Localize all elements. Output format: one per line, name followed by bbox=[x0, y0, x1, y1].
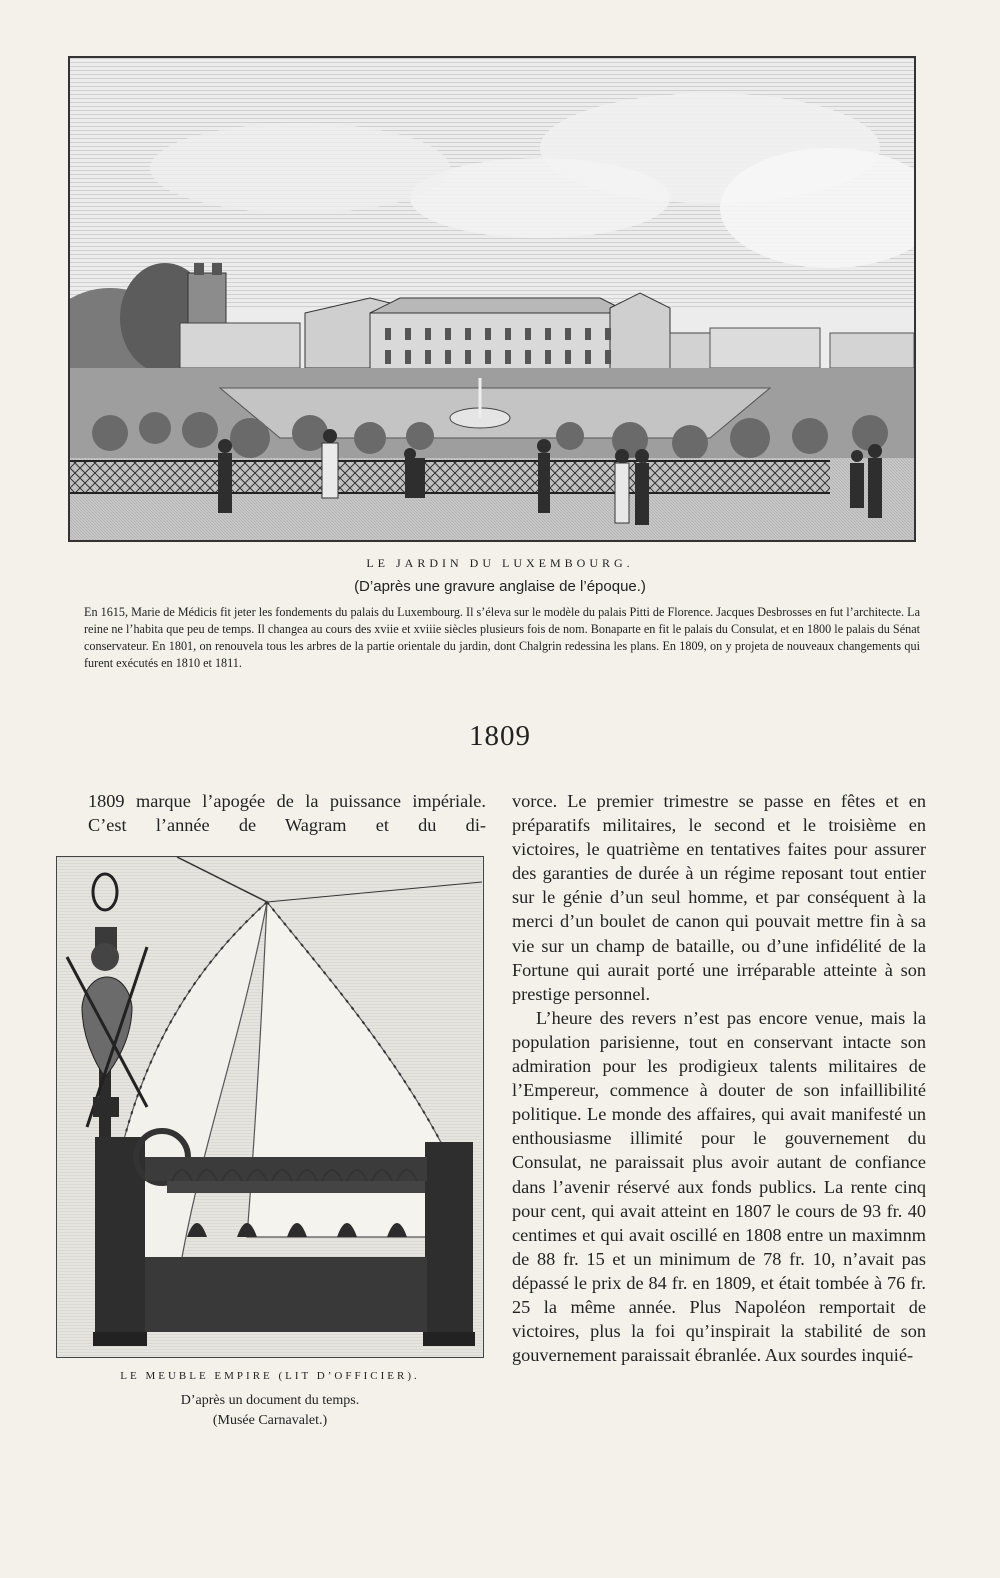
bed-figure-museum: (Musée Carnavalet.) bbox=[212, 1413, 328, 1428]
luxembourg-garden-engraving bbox=[68, 56, 916, 542]
left-column-text: 1809 marque l’apogée de la puissance impériale. C’est l’année de Wagram et du di- bbox=[88, 791, 486, 835]
right-column-text bbox=[512, 789, 926, 1367]
bed-figure-title: LE MEUBLE EMPIRE (LIT D’OFFICIER). bbox=[120, 1370, 420, 1382]
top-figure-caption: En 1615, Marie de Médicis fit jeter les fondements du palais du Luxembourg. Il s’éleva sur le modèle du palais Pitti de Florence. Jacques Desbrosses en fut l’architecte. La reine ne l’habita que peu de temps. Il changea au cours des xviie et xviiie siècles plusieurs fois de nom. Bonaparte en fit le palais du Consulat, et en 1800 le palais du Sénat conservateur. En 1801, on renouvela tous les arbres de la partie orientale du jardin, dont Chalgrin redessina les plans. En 1809, on y projeta de nouveaux changements qui furent exécutés en 1810 et 1811. bbox=[84, 605, 920, 670]
top-figure-subtitle: (D’après une gravure anglaise de l’époque.) bbox=[354, 578, 646, 595]
bed-figure-source: D’après un document du temps. bbox=[180, 1393, 360, 1408]
paragraph-1: vorce. Le premier trimestre se passe en fêtes et en préparatifs militaires, le second et le troisième en victoires, le quatrième en tentatives faites pour assurer des garanties de durée à un régime reposant tout entier sur le génie d’un seul homme, et par conséquent à la merci d’un boulet de canon qui pouvait mettre fin à sa vie sur un champ de bataille, ou d’une infidélité de la Fortune qui aurait porté une irréparable atteinte à son prestige personnel. bbox=[512, 791, 926, 1004]
paragraph-2: L’heure des revers n’est pas encore venue, mais la population parisienne, tout en conservant intacte son admiration pour les prodigieux talents militaires de l’Empereur, commence à douter de son infaillibilité politique. Le monde des affaires, qui avait manifesté un enthousiasme illimité pour le gouvernement du Consulat, ne paraissait plus avoir autant de confiance dans l’avenir réservé aux fonds publics. La rente cinq pour cent, qui avait atteint en 1807 le cours de 93 fr. 40 centimes et qui avait oscillé en 1808 entre un maximnm de 88 fr. 15 et un minimum de 78 fr. 10, n’avait pas dépassé le prix de 84 fr. en 1809, et était tombée à 76 fr. 25 la même année. Plus Napoléon remportait de victoires, plus la foi qu’inspirait la stabilité de son gouvernement paraissait ébranlée. Aux sourdes inquié- bbox=[512, 1007, 926, 1366]
empire-bed-illustration bbox=[56, 856, 484, 1358]
top-figure-title: LE JARDIN DU LUXEMBOURG. bbox=[366, 556, 634, 570]
section-heading: 1809 bbox=[469, 720, 531, 752]
